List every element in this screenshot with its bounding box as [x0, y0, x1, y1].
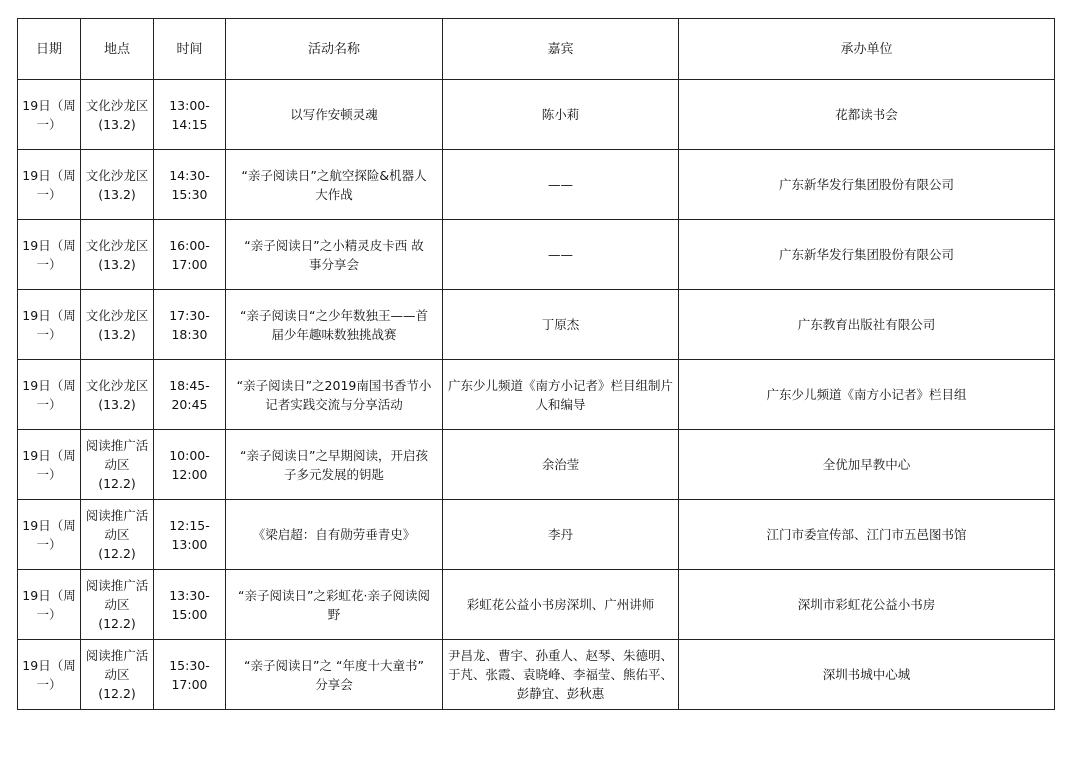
cell-time	[154, 360, 226, 430]
cell-activity-line: 事分享会	[308, 256, 359, 272]
cell-time-line: 13:00-	[169, 97, 210, 113]
cell-date	[18, 570, 81, 640]
cell-date-line: 一）	[36, 256, 62, 272]
cell-time	[154, 500, 226, 570]
cell-date	[18, 360, 81, 430]
cell-guest-line: 于芃、张霞、袁晓峰、李福莹、熊佑平、	[447, 667, 673, 682]
cell-place	[81, 640, 154, 710]
cell-date-line: 19日（周	[22, 377, 76, 393]
cell-activity-line: 子多元发展的钥匙	[283, 466, 384, 482]
cell-place-line: 文化沙龙区	[85, 167, 149, 183]
cell-date-line: 一）	[36, 116, 62, 132]
cell-guest-line: 李丹	[547, 527, 573, 542]
cell-place-line: 文化沙龙区	[85, 377, 149, 393]
cell-place-line: 文化沙龙区	[85, 307, 149, 323]
cell-activity-line: 野	[327, 606, 341, 622]
table-row	[18, 220, 1055, 290]
cell-guest	[443, 640, 679, 710]
cell-organizer: 全优加早教中心	[679, 430, 1055, 500]
cell-place	[81, 290, 154, 360]
cell-activity	[226, 360, 443, 430]
cell-date-line: 19日（周	[22, 517, 76, 533]
table-row	[18, 430, 1055, 500]
cell-organizer: 广东少儿频道《南方小记者》栏目组	[679, 360, 1055, 430]
cell-date	[18, 290, 81, 360]
cell-place-line: (12.2)	[98, 686, 136, 701]
cell-time	[154, 150, 226, 220]
cell-place	[81, 220, 154, 290]
cell-date-line: 一）	[36, 396, 62, 412]
cell-time-line: 12:15-	[169, 517, 210, 533]
cell-date-line: 19日（周	[22, 447, 76, 463]
cell-place	[81, 500, 154, 570]
cell-guest	[443, 500, 679, 570]
cell-date-line: 一）	[36, 466, 62, 482]
header-organizer: 承办单位	[679, 19, 1055, 80]
table-row	[18, 640, 1055, 710]
table-body	[18, 80, 1055, 710]
cell-activity	[226, 500, 443, 570]
cell-organizer: 广东新华发行集团股份有限公司	[679, 220, 1055, 290]
cell-time	[154, 430, 226, 500]
cell-guest-line: 彭静宜、彭秋惠	[516, 686, 605, 701]
cell-date	[18, 150, 81, 220]
cell-organizer: 深圳书城中心城	[679, 640, 1055, 710]
cell-activity-line: 记者实践交流与分享活动	[265, 396, 403, 412]
cell-activity	[226, 220, 443, 290]
cell-place-line: (12.2)	[98, 546, 136, 561]
cell-date-line: 一）	[36, 186, 62, 202]
cell-guest	[443, 150, 679, 220]
cell-date-line: 19日（周	[22, 657, 76, 673]
cell-date	[18, 500, 81, 570]
cell-date-line: 19日（周	[22, 237, 76, 253]
cell-activity-line: “亲子阅读日”之 “年度十大童书”	[244, 657, 424, 673]
cell-guest-line: ——	[548, 177, 573, 192]
cell-date-line: 一）	[36, 326, 62, 342]
cell-activity	[226, 570, 443, 640]
cell-activity-line: “亲子阅读日”之小精灵皮卡西 故	[244, 237, 424, 253]
cell-place	[81, 430, 154, 500]
cell-time-line: 12:00	[171, 466, 208, 482]
cell-time-line: 14:15	[171, 116, 208, 132]
cell-guest-line: 尹昌龙、曹宇、孙重人、赵琴、朱德明、	[447, 648, 673, 663]
cell-date	[18, 640, 81, 710]
cell-place-line: (13.2)	[98, 256, 136, 272]
cell-place-line: 动区	[104, 667, 130, 682]
cell-date-line: 一）	[36, 676, 62, 692]
cell-time-line: 13:30-	[169, 587, 210, 603]
cell-date-line: 19日（周	[22, 307, 76, 323]
cell-place-line: (13.2)	[98, 326, 136, 342]
cell-date-line: 19日（周	[22, 167, 76, 183]
cell-place-line: (12.2)	[98, 476, 136, 491]
cell-date	[18, 80, 81, 150]
cell-time-line: 13:00	[171, 536, 208, 552]
cell-guest-line: 彩虹花公益小书房深圳、广州讲师	[466, 597, 655, 612]
cell-guest	[443, 360, 679, 430]
cell-place-line: (13.2)	[98, 396, 136, 412]
cell-organizer: 深圳市彩虹花公益小书房	[679, 570, 1055, 640]
cell-place-line: 阅读推广活	[85, 578, 149, 593]
cell-place-line: (13.2)	[98, 116, 136, 132]
cell-activity	[226, 290, 443, 360]
table-row	[18, 80, 1055, 150]
cell-guest-line: 广东少儿频道《南方小记者》栏目组制片	[447, 377, 673, 393]
cell-time-line: 16:00-	[169, 237, 210, 253]
cell-time	[154, 570, 226, 640]
cell-time-line: 15:00	[171, 606, 208, 622]
header-date: 日期	[18, 19, 81, 80]
cell-time-line: 17:00	[171, 676, 208, 692]
cell-place-line: (13.2)	[98, 186, 136, 202]
cell-activity-line: 届少年趣味数独挑战赛	[271, 326, 397, 342]
cell-organizer: 广东新华发行集团股份有限公司	[679, 150, 1055, 220]
header-place: 地点	[81, 19, 154, 80]
cell-time-line: 15:30-	[169, 657, 210, 673]
header-time: 时间	[154, 19, 226, 80]
cell-time	[154, 640, 226, 710]
cell-guest-line: ——	[548, 247, 573, 262]
cell-date	[18, 220, 81, 290]
cell-time	[154, 80, 226, 150]
cell-place-line: (12.2)	[98, 616, 136, 631]
table-header-row	[18, 19, 1055, 80]
cell-activity-line: 分享会	[315, 676, 353, 692]
cell-time-line: 18:45-	[169, 377, 210, 393]
table-row	[18, 570, 1055, 640]
header-activity: 活动名称	[226, 19, 443, 80]
cell-place	[81, 360, 154, 430]
cell-place-line: 文化沙龙区	[85, 237, 149, 253]
cell-organizer: 广东教育出版社有限公司	[679, 290, 1055, 360]
table-row	[18, 150, 1055, 220]
cell-activity-line: 《梁启超：自有勋劳垂青史》	[252, 527, 416, 542]
cell-time-line: 17:30-	[169, 307, 210, 323]
cell-guest	[443, 430, 679, 500]
cell-guest	[443, 570, 679, 640]
cell-place	[81, 570, 154, 640]
cell-place	[81, 80, 154, 150]
cell-activity-line: “亲子阅读日”之航空探险&机器人	[241, 167, 427, 183]
cell-time-line: 18:30	[171, 326, 208, 342]
cell-time-line: 14:30-	[169, 167, 210, 183]
cell-time-line: 15:30	[171, 186, 208, 202]
cell-place-line: 文化沙龙区	[85, 97, 149, 113]
cell-date-line: 19日（周	[22, 587, 76, 603]
cell-date-line: 一）	[36, 536, 62, 552]
cell-time-line: 17:00	[171, 256, 208, 272]
cell-date-line: 19日（周	[22, 97, 76, 113]
table-row	[18, 360, 1055, 430]
cell-time	[154, 290, 226, 360]
cell-place-line: 阅读推广活	[85, 648, 149, 663]
cell-place	[81, 150, 154, 220]
cell-activity-line: “亲子阅读日“之少年数独王——首	[240, 307, 428, 323]
cell-activity-line: “亲子阅读日”之2019南国书香节小	[236, 377, 432, 393]
cell-activity	[226, 150, 443, 220]
header-guest: 嘉宾	[443, 19, 679, 80]
table-row	[18, 500, 1055, 570]
cell-guest-line: 余治莹	[541, 457, 580, 472]
cell-time	[154, 220, 226, 290]
cell-organizer: 花都读书会	[679, 80, 1055, 150]
cell-activity-line: 大作战	[315, 186, 353, 202]
cell-place-line: 阅读推广活	[85, 508, 149, 523]
cell-activity-line: “亲子阅读日”之早期阅读，开启孩	[240, 447, 428, 463]
cell-time-line: 20:45	[171, 396, 208, 412]
cell-place-line: 动区	[104, 527, 130, 542]
cell-guest-line: 陈小莉	[541, 107, 580, 122]
cell-guest	[443, 220, 679, 290]
cell-activity	[226, 640, 443, 710]
cell-guest-line: 人和编导	[535, 396, 586, 412]
cell-guest	[443, 290, 679, 360]
cell-guest	[443, 80, 679, 150]
cell-activity	[226, 430, 443, 500]
cell-date	[18, 430, 81, 500]
cell-time-line: 10:00-	[169, 447, 210, 463]
cell-activity	[226, 80, 443, 150]
table-row	[18, 290, 1055, 360]
cell-guest-line: 丁原杰	[541, 317, 580, 332]
cell-place-line: 动区	[104, 457, 130, 472]
cell-organizer: 江门市委宣传部、江门市五邑图书馆	[679, 500, 1055, 570]
cell-activity-line: “亲子阅读日”之彩虹花·亲子阅读阅	[238, 587, 430, 603]
activity-schedule-table	[17, 18, 1055, 710]
cell-place-line: 动区	[104, 597, 130, 612]
cell-activity-line: 以写作安顿灵魂	[290, 107, 378, 122]
cell-date-line: 一）	[36, 606, 62, 622]
cell-place-line: 阅读推广活	[85, 438, 149, 453]
